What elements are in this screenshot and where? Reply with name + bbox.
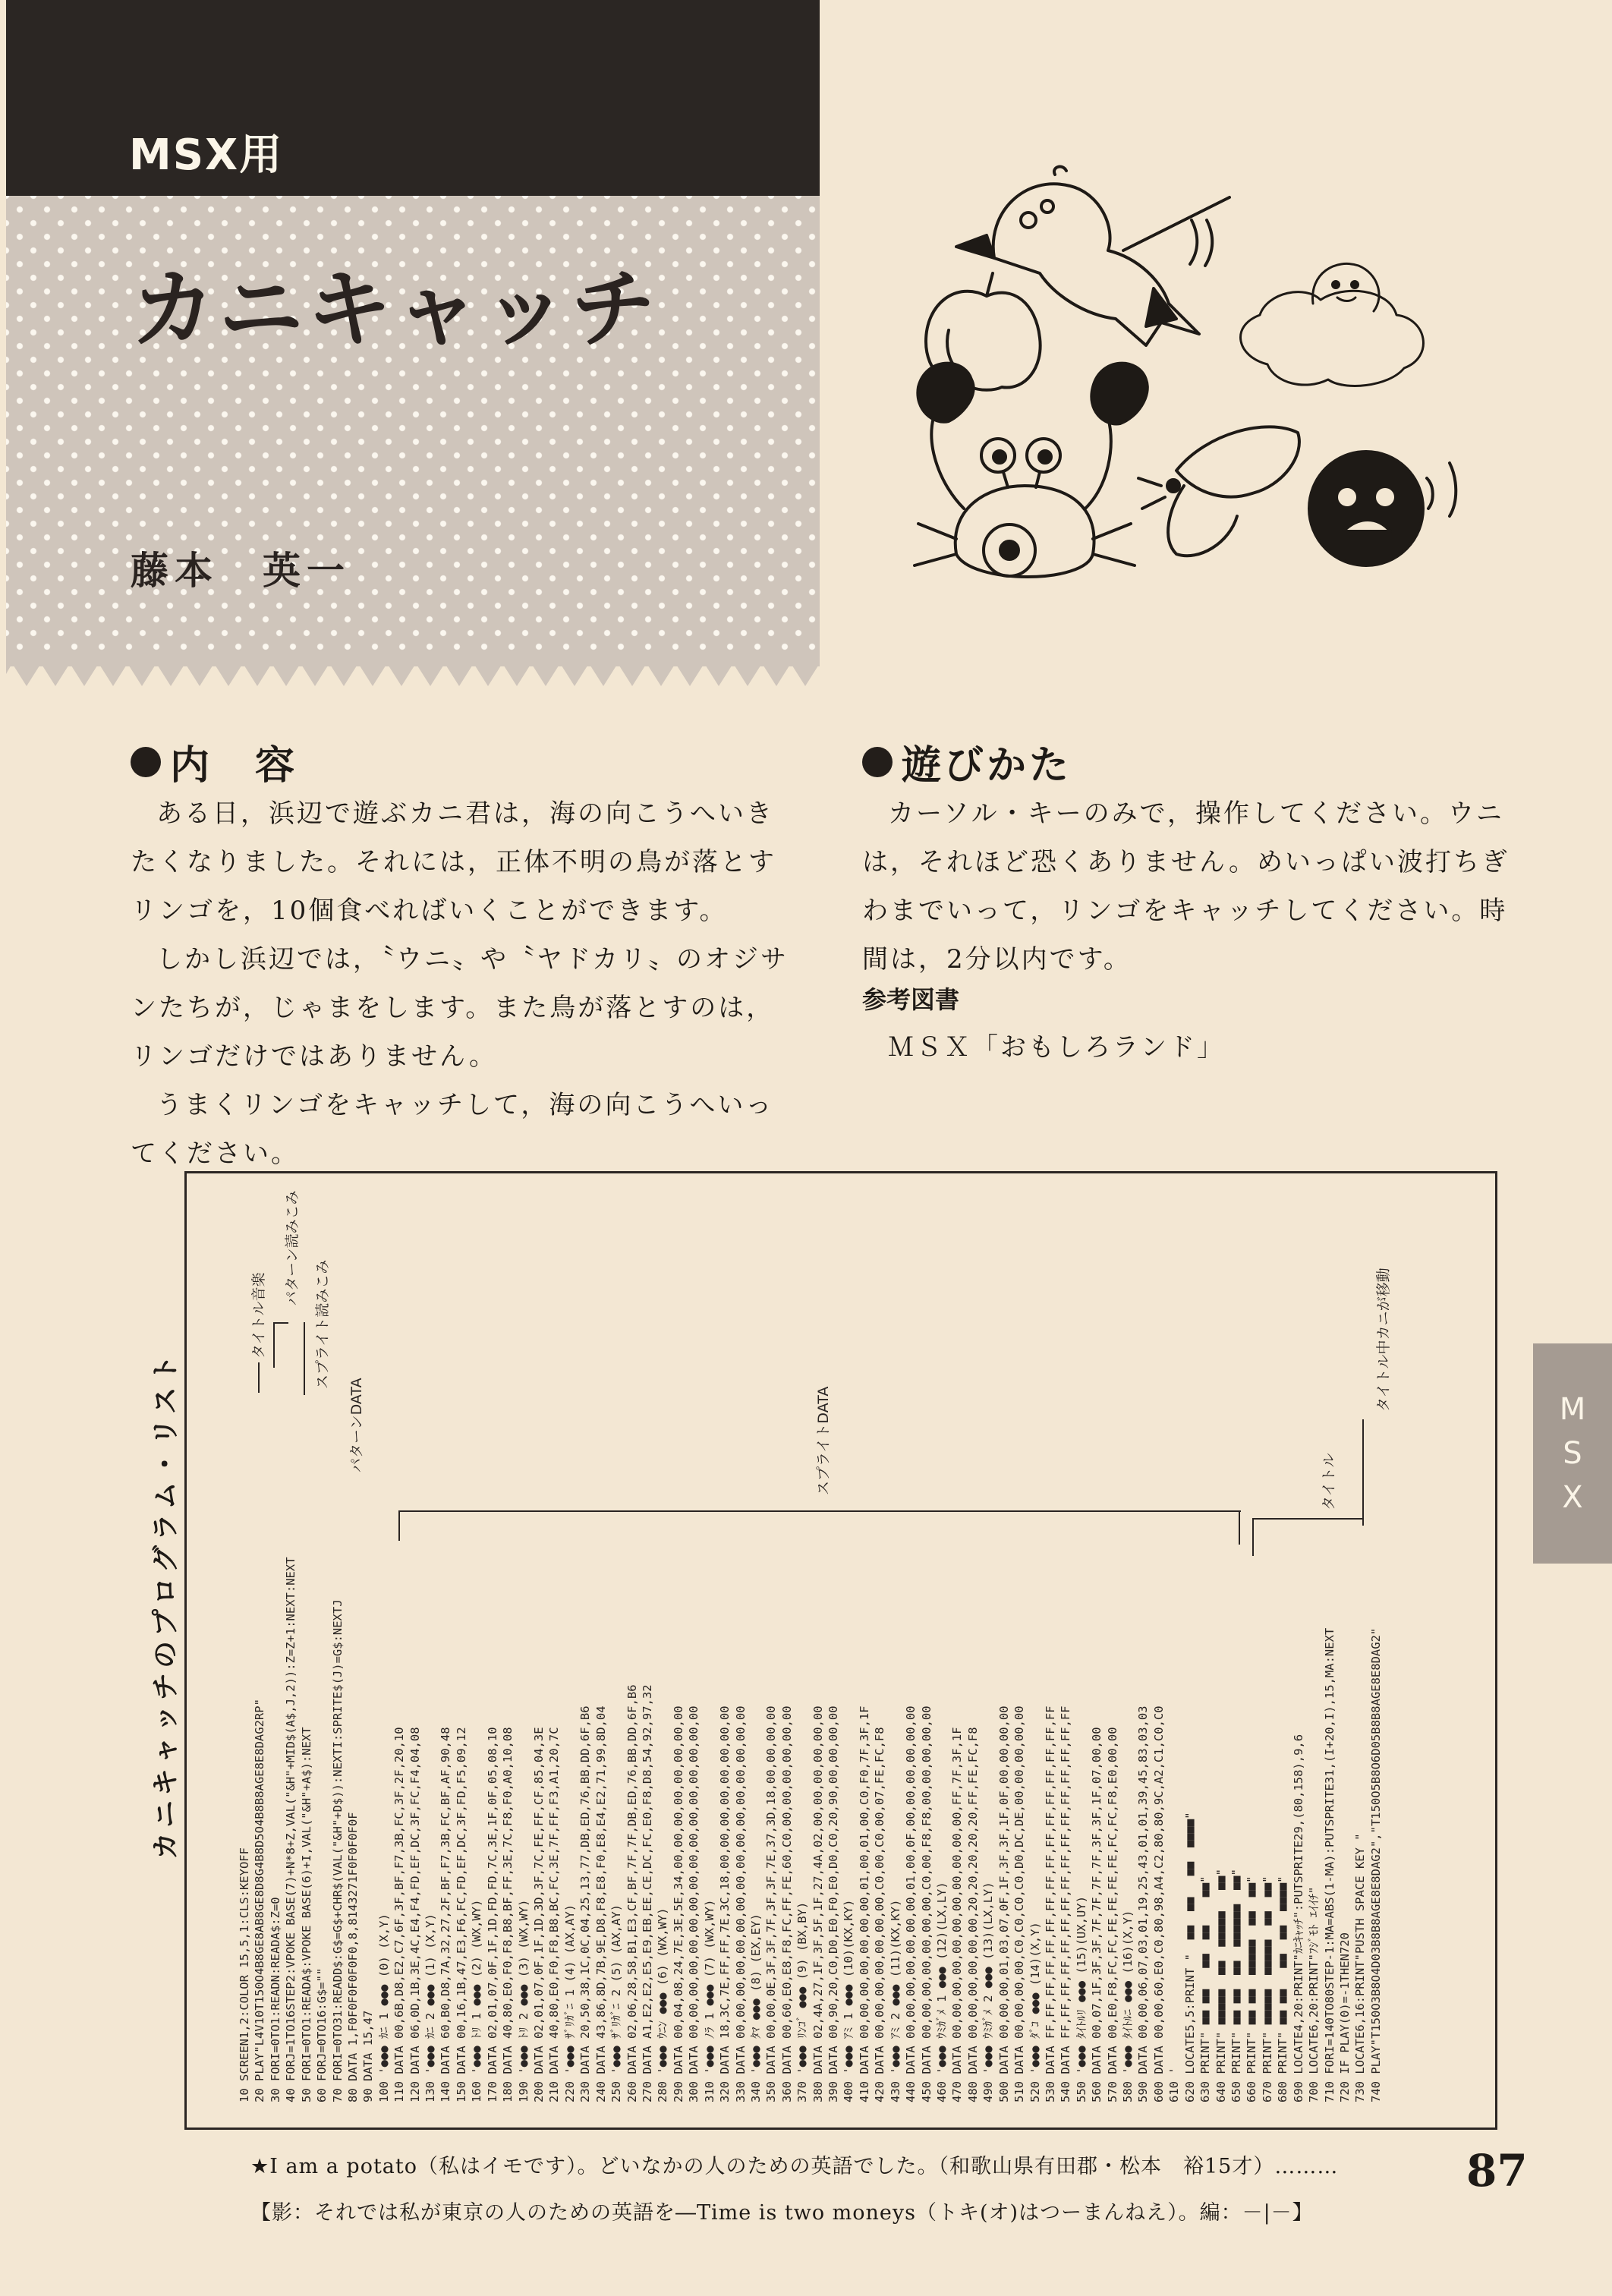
annotation-title-music: タイトル音楽	[250, 1272, 267, 1359]
code-line: 310 '●●● ﾉﾗ 1 ●●● (7) (WX,WY)	[702, 1899, 716, 2102]
code-line: 50 FORI=0TO1:READA$:VPOKE BASE(6)+I,VAL("&H"+A$):NEXT	[299, 1727, 313, 2102]
code-line: 60 FORJ=0TO16:G$=""	[315, 1967, 329, 2102]
sun-cloud-drawing	[1241, 263, 1424, 386]
content-paragraph: うまくリンゴをキャッチして，海の向こうへいってください。	[131, 1090, 774, 1169]
code-line: 740 PLAY"T150O3B8O4D03B8B8AGE8E8DAG2","T150O5B8O6D05B8B8AGE8E8DAG2"	[1368, 1627, 1383, 2102]
code-line: 410 DATA 00,00,00,00,00,00,00,01,00,01,00,C0,F0,7F,3F,1F	[857, 1705, 871, 2102]
code-line: 580 '●●● ﾀｲﾄﾙﾆ ●●● (16)(X,Y)	[1121, 1910, 1135, 2102]
code-line: 80 DATA 1,F0F0F0F0F0F0,8,8143271F0F0F0F0F	[345, 1812, 360, 2102]
content-paragraph: しかし浜辺では，〝ウニ〟や〝ヤドカリ〟のオジサンたちが，じゃまをします。また鳥が落とすのは，リンゴだけではありません。	[131, 944, 789, 1072]
bracket-title	[1252, 1518, 1254, 1556]
code-line: 110 DATA 00,6B,D8,E2,C7,6F,3F,BF,F7,3B,FC,3F,2F,20,10	[392, 1727, 407, 2102]
content-paragraph: ある日，浜辺で遊ぶカニ君は，海の向こうへいきたくなりました。それには，正体不明の鳥が落とすリンゴを，10個食べればいくことができます。	[131, 798, 776, 926]
editor-note: 【影：それでは私が東京の人のための英語を―Time is two moneys（トキ(オ)はつーまんねえ）。編：－|－】	[250, 2201, 1314, 2225]
code-line: 570 DATA 00,E0,F8,FC,FC,FE,FE,FE,FE,FC,FC,F8,E0,00,00	[1105, 1727, 1119, 2102]
code-line: 670 PRINT" ■■■■■ ■■■■■ ■■ ■■"	[1260, 1876, 1274, 2102]
code-line: 230 DATA 20,50,38,1C,0C,04,25,13,77,DB,ED,76,BB,DD,6F,B6	[578, 1705, 593, 2102]
code-line: 30 FORI=0TO1:READN:READA$:Z=0	[268, 1897, 282, 2102]
code-line: 150 DATA 00,16,1B,47,E3,F6,FC,FD,EF,DC,3F,FD,F5,09,12	[454, 1727, 468, 2102]
bracket-title-crab	[1362, 1419, 1364, 1526]
code-line: 660 PRINT" ■■ ■■ ■■■■■ ■■ ■■"	[1245, 1876, 1259, 2102]
article-title: カニキャッチ	[131, 260, 659, 359]
code-line: 460 '●●● ｳﾐｶﾞﾒ 1 ●●● (12)(LX,LY)	[934, 1882, 949, 2102]
code-line: 470 DATA 00,00,00,00,00,00,00,00,00,00,00,FF,7F,3F,1F	[950, 1727, 965, 2102]
header-zigzag-edge	[6, 653, 820, 686]
code-line: 370 '●●● ﾘﾝｺﾞ ●●● (9) (BX,BY)	[795, 1901, 810, 2102]
code-line: 250 '●●● ｻﾞﾘｶﾞﾆ 2 (5) (AX,AY)	[609, 1904, 624, 2102]
code-line: 180 DATA 40,80,E0,F0,F8,B8,BF,FF,3E,7C,F8,F0,A0,10,08	[501, 1727, 515, 2102]
code-line: 280 '●●● ｳﾆﾝ ●●● (6) (WX,WY)	[656, 1907, 670, 2102]
code-line: 340 '●●● ﾀﾏ ●●● (8) (EX,EY)	[748, 1913, 763, 2102]
annotation-pattern-read: パターン読みこみ	[284, 1190, 301, 1305]
code-line: 620 LOCATE5,5:PRINT " ■■ ■■ ■■ ■■■■"	[1182, 1812, 1197, 2102]
sea-urchin-drawing	[1309, 452, 1456, 565]
header-dark-band	[6, 0, 820, 196]
code-line: 260 DATA 02,06,28,58,B1,E3,CF,BF,7F,7F,DB,ED,76,BB,DD,6F,B6	[625, 1684, 639, 2102]
code-line: 600 DATA 00,00,60,E0,C0,80,98,A4,C2,80,80,9C,A2,C1,C0,C0	[1151, 1705, 1166, 2102]
code-line: 550 '●●● ﾀｲﾄﾙﾘ ●●● (15)(UX,UY)	[1074, 1895, 1088, 2102]
code-line: 640 PRINT" ■■■■■ ■■ ■■■■■ ■■"	[1214, 1869, 1228, 2102]
code-line: 270 DATA A1,E2,E2,E5,E9,EB,EE,CE,DC,FC,E0,F8,D8,54,92,97,32	[640, 1684, 654, 2102]
content-text	[131, 789, 789, 1178]
code-line: 100 '●●● ｶﾆ 1 ●●● (0) (X,Y)	[376, 1913, 391, 2102]
code-line: 120 DATA 06,0D,1B,3E,4C,E4,F4,FD,EF,DC,3F,FC,F4,04,08	[408, 1727, 422, 2102]
bracket-pattern-read	[273, 1322, 288, 1324]
bird-drawing	[956, 167, 1229, 345]
code-line: 10 SCREEN1,2:COLOR 15,5,1:CLS:KEYOFF	[238, 1847, 251, 2102]
howto-heading: 遊びかた	[862, 733, 1072, 790]
reference-book: ＭＳＸ「おもしろランド」	[888, 1032, 1225, 1063]
howto-text	[862, 789, 1521, 984]
code-line: 210 DATA 40,80,E0,F0,F8,B8,BC,FC,3E,7F,FF,F3,A1,20,7C	[547, 1727, 562, 2102]
code-line: 490 '●●● ｳﾐｶﾞﾒ 2 ●●● (13)(LX,LY)	[981, 1882, 996, 2102]
code-line: 40 FORJ=1TO16STEP2:VPOKE BASE(7)+N*8+Z,VAL("&H"+MID$(A$,J,2)):Z=Z+1:NEXT:NEXT	[284, 1557, 298, 2102]
code-line: 160 '●●● ﾄﾘ 1 ●●● (2) (WX,WY)	[470, 1899, 484, 2102]
annotation-sprite-data: スプライトDATA	[815, 1386, 832, 1495]
annotation-pattern-data: パターンDATA	[348, 1378, 365, 1472]
code-line: 530 DATA FF,FF,FF,FF,FF,FF,FF,FF,FF,FF,FF,FF,FF,FF,FF,FF	[1043, 1705, 1057, 2102]
code-line: 220 '●●● ｻﾞﾘｶﾞﾆ 1 (4) (AX,AY)	[562, 1904, 577, 2102]
code-line: 690 LOCATE4,20:PRINT"ｶﾆｷｬｯﾁ":PUTSPRITE29,(80,158),9,6	[1291, 1734, 1305, 2102]
code-line: 70 FORI=0TO31:READD$:G$=G$+CHR$(VAL("&H"+D$)):NEXTI:SPRITE$(J)=G$:NEXTJ	[330, 1599, 345, 2102]
code-line: 90 DATA 15,47	[361, 2010, 376, 2102]
annotation-title-crab: タイトル中カニが移動	[1375, 1268, 1392, 1412]
code-line: 590 DATA 00,00,06,07,03,01,19,25,43,01,01,39,45,83,03,03	[1136, 1705, 1151, 2102]
code-line: 440 DATA 00,00,00,00,00,00,00,01,00,0F,00,00,00,00,00,00	[904, 1705, 918, 2102]
annotation-sprite-read: スプライト読みこみ	[314, 1259, 331, 1389]
listing-title: カニキャッチのプログラム・リスト	[150, 1350, 181, 1860]
annotation-title: タイトル	[1321, 1453, 1337, 1510]
code-line: 380 DATA 02,4A,27,1F,3F,5F,1F,27,4A,02,00,00,00,00,00,00	[811, 1705, 825, 2102]
code-line: 300 DATA 00,00,00,00,00,00,00,00,00,00,00,00,00,00,00,00	[687, 1705, 701, 2102]
code-line: 140 DATA 60,B0,D8,7A,32,27,2F,BF,F7,3B,FC,BF,AF,90,48	[439, 1727, 453, 2102]
code-line: 420 DATA 00,00,00,00,00,00,00,C0,00,C0,00,07,FE,FC,F8	[873, 1727, 887, 2102]
bracket-title-music	[258, 1362, 260, 1393]
code-line: 350 DATA 00,00,0E,3F,3F,7F,3F,3F,7E,37,3D,18,00,00,00,00	[764, 1705, 779, 2102]
code-line: 360 DATA 00,60,E0,E8,F8,FC,FF,FE,60,C0,00,00,00,00,00,00	[779, 1705, 794, 2102]
program-listing-code	[237, 1557, 1384, 2102]
code-line: 290 DATA 00,04,08,24,7E,3E,5E,34,00,00,00,00,00,00,00,00	[671, 1705, 685, 2102]
code-line: 20 PLAY"L4V10T150O4B8GE8AB8GE8D8G4B8D5O4B8B8AGE8E8DAG2RP"	[253, 1699, 267, 2102]
code-line: 520 '●●● ﾀﾞｺ ●●● (14)(X,Y)	[1028, 1922, 1042, 2102]
msx-side-tab: M S X	[1533, 1343, 1612, 1564]
code-line: 330 DATA 00,00,00,00,00,00,00,00,00,00,00,00,00,00,00,00	[733, 1705, 748, 2102]
code-line: 710 FORI=140TO80STEP-1:MA=ABS(1-MA):PUTSPRITE31,(I+20,I),15,MA:NEXT	[1322, 1627, 1337, 2102]
code-line: 720 IF PLAY(0)=-1THEN720	[1337, 1932, 1352, 2102]
bullet-icon	[862, 747, 893, 777]
code-line: 430 '●●● ｱﾐ 2 ●●● (11)(KX,KY)	[888, 1899, 902, 2102]
hermit-crab-drawing	[1138, 427, 1299, 556]
platform-label: MSX用	[129, 131, 284, 180]
reader-note: ★I am a potato（私はイモです）。どいなかの人のための英語でした。（和歌山県有田郡・松本 裕15才）………	[250, 2155, 1339, 2178]
code-line: 680 PRINT" ■■ ■■ ■■ ■■ ■■■■"	[1276, 1876, 1290, 2102]
code-line: 320 DATA 18,3C,7E,FF,FF,7E,3C,18,00,00,00,00,00,00,00,00	[718, 1705, 732, 2102]
content-heading: 内 容	[131, 733, 298, 790]
bracket-title	[1252, 1518, 1362, 1520]
code-line: 400 '●●● ｱﾐ 1 ●●● (10)(KX,KY)	[842, 1899, 856, 2102]
bracket-sprite-data	[398, 1510, 1241, 1512]
code-line: 700 LOCATE6,20:PRINT"ﾌｼﾞﾓﾄ ｴｲｲﾁ"	[1307, 1886, 1321, 2102]
page-number: 87	[1466, 2145, 1528, 2197]
code-line: 240 DATA 43,86,8D,7B,9E,D8,F8,E8,F0,E8,E4,E2,71,99,8D,04	[593, 1705, 608, 2102]
code-line: 480 DATA 00,00,00,00,00,00,20,20,20,20,20,FF,FE,FC,F8	[965, 1727, 980, 2102]
code-line: 450 DATA 00,00,00,00,00,00,00,C0,00,F8,F8,00,00,00,00,00	[919, 1705, 934, 2102]
howto-paragraph: カーソル・キーのみで，操作してください。ウニは，それほど恐くありません。めいっぱい波打ちぎわまでいって，リンゴをキャッチしてください。時間は，2分以内です。	[862, 798, 1510, 975]
bracket-pattern-data	[398, 1510, 400, 1541]
code-line: 170 DATA 02,01,07,0F,1F,1D,FD,FD,7C,3E,1F,0F,05,08,10	[485, 1727, 499, 2102]
code-line: 500 DATA 00,00,00,01,03,07,0F,1F,3F,3F,1F,0F,00,00,00,00	[996, 1705, 1011, 2102]
reference-heading: 参考図書	[862, 985, 960, 1014]
code-line: 630 PRINT" ■■ ■■ ■■ ■■ ■■"	[1198, 1876, 1213, 2102]
crab-drawing	[915, 364, 1148, 577]
bracket-sprite-data	[1239, 1510, 1240, 1545]
bracket-sprite-read	[304, 1322, 305, 1395]
author-name: 藤本 英一	[131, 549, 351, 593]
code-line: 730 LOCATE6,16:PRINT"PUSTH SPACE KEY "	[1353, 1833, 1368, 2102]
code-line: 610 '	[1167, 2067, 1182, 2102]
code-line: 510 DATA 00,00,00,00,C0,C0,C0,C0,D0,DC,DE,00,00,00,00,00	[1012, 1705, 1027, 2102]
code-line: 390 DATA 00,90,20,C0,D0,E0,F0,E0,D0,C0,20,90,00,00,00,00	[826, 1705, 841, 2102]
code-line: 540 DATA FF,FF,FF,FF,FF,FF,FF,FF,FF,FF,FF,FF,FF,FF,FF,FF	[1059, 1705, 1073, 2102]
code-line: 560 DATA 00,07,1F,3F,3F,7F,7F,7F,7F,3F,3F,1F,07,00,00	[1090, 1727, 1104, 2102]
bracket-pattern-read	[273, 1322, 275, 1368]
bullet-icon	[131, 747, 161, 777]
game-characters-illustration	[873, 129, 1525, 706]
code-line: 650 PRINT" ■■ ■■ ■■ ■■■■■■ ■■"	[1229, 1869, 1243, 2102]
code-line: 130 '●●● ｶﾆ 2 ●●● (1) (X,Y)	[423, 1913, 438, 2102]
code-line: 190 '●●● ﾄﾘ 2 ●●● (3) (WX,WY)	[516, 1899, 531, 2102]
code-line: 200 DATA 02,01,07,0F,1F,1D,3D,3F,7C,FE,FF,CF,85,04,3E	[532, 1727, 546, 2102]
